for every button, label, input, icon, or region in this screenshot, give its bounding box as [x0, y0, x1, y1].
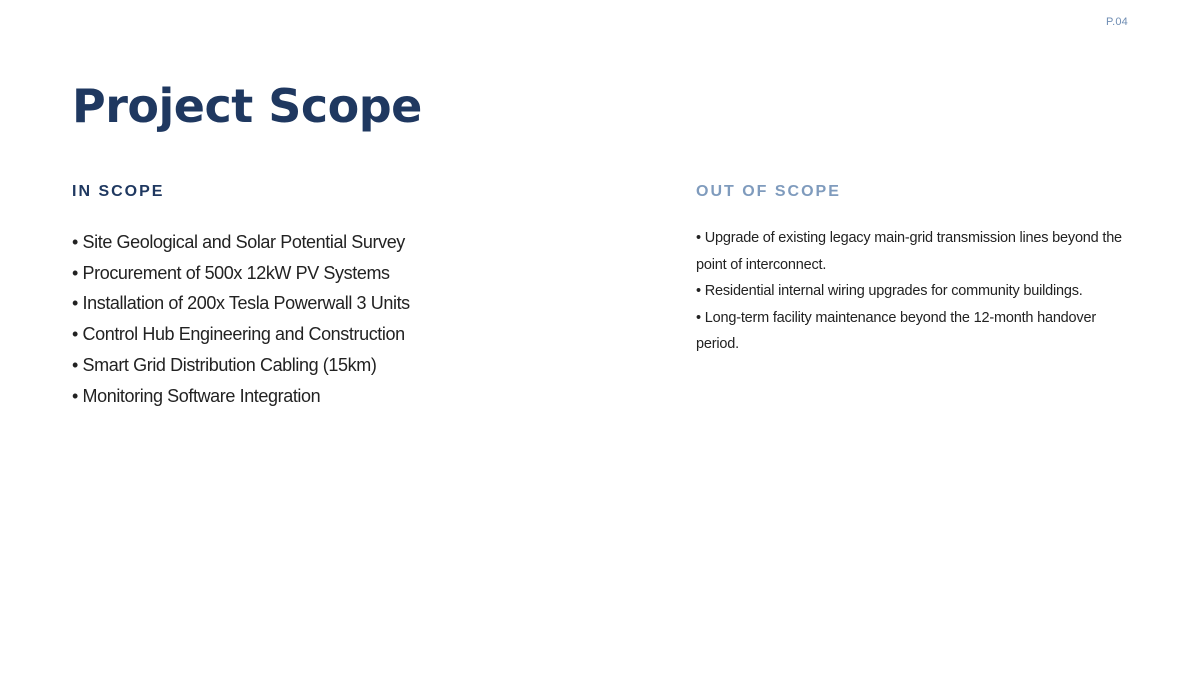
in-scope-item-text: Monitoring Software Integration: [82, 385, 321, 406]
in-scope-item-text: Procurement of 500x 12kW PV Systems: [82, 262, 390, 283]
out-of-scope-item-text: Long-term facility maintenance beyond the 12-month handover period.: [696, 309, 1096, 352]
in-scope-list: [72, 227, 632, 411]
in-scope-item: [72, 350, 632, 381]
in-scope-heading: IN SCOPE: [72, 183, 165, 200]
in-scope-section: [72, 182, 632, 411]
bullet-icon: •: [696, 230, 701, 246]
bullet-icon: •: [72, 262, 78, 283]
in-scope-item: [72, 258, 632, 289]
out-of-scope-item-text: Residential internal wiring upgrades for community buildings.: [704, 283, 1083, 299]
bullet-icon: •: [72, 293, 78, 314]
page-number: P.04: [1105, 16, 1128, 28]
out-of-scope-section: [696, 182, 1136, 358]
bullet-icon: •: [72, 232, 78, 252]
bullet-icon: •: [72, 385, 78, 406]
out-of-scope-item: [696, 278, 1136, 305]
out-of-scope-heading: OUT OF SCOPE: [696, 183, 841, 200]
in-scope-item: [72, 288, 632, 319]
out-of-scope-item: [696, 225, 1136, 278]
in-scope-item-text: Installation of 200x Tesla Powerwall 3 Units: [82, 293, 410, 314]
bullet-icon: •: [696, 283, 701, 299]
bullet-icon: •: [72, 354, 78, 375]
in-scope-item: [72, 319, 632, 350]
in-scope-item: [72, 227, 632, 258]
in-scope-item: [72, 381, 632, 412]
in-scope-item-text: Smart Grid Distribution Cabling (15km): [82, 354, 377, 375]
bullet-icon: •: [72, 324, 78, 345]
out-of-scope-item: [696, 305, 1136, 358]
in-scope-item-text: Control Hub Engineering and Construction: [82, 324, 405, 345]
out-of-scope-item-text: Upgrade of existing legacy main-grid transmission lines beyond the point of interconnect.: [696, 230, 1122, 273]
out-of-scope-list: [696, 225, 1136, 358]
slide-title: Project Scope: [72, 79, 422, 133]
bullet-icon: •: [696, 309, 701, 326]
in-scope-item-text: Site Geological and Solar Potential Survey: [82, 232, 405, 252]
